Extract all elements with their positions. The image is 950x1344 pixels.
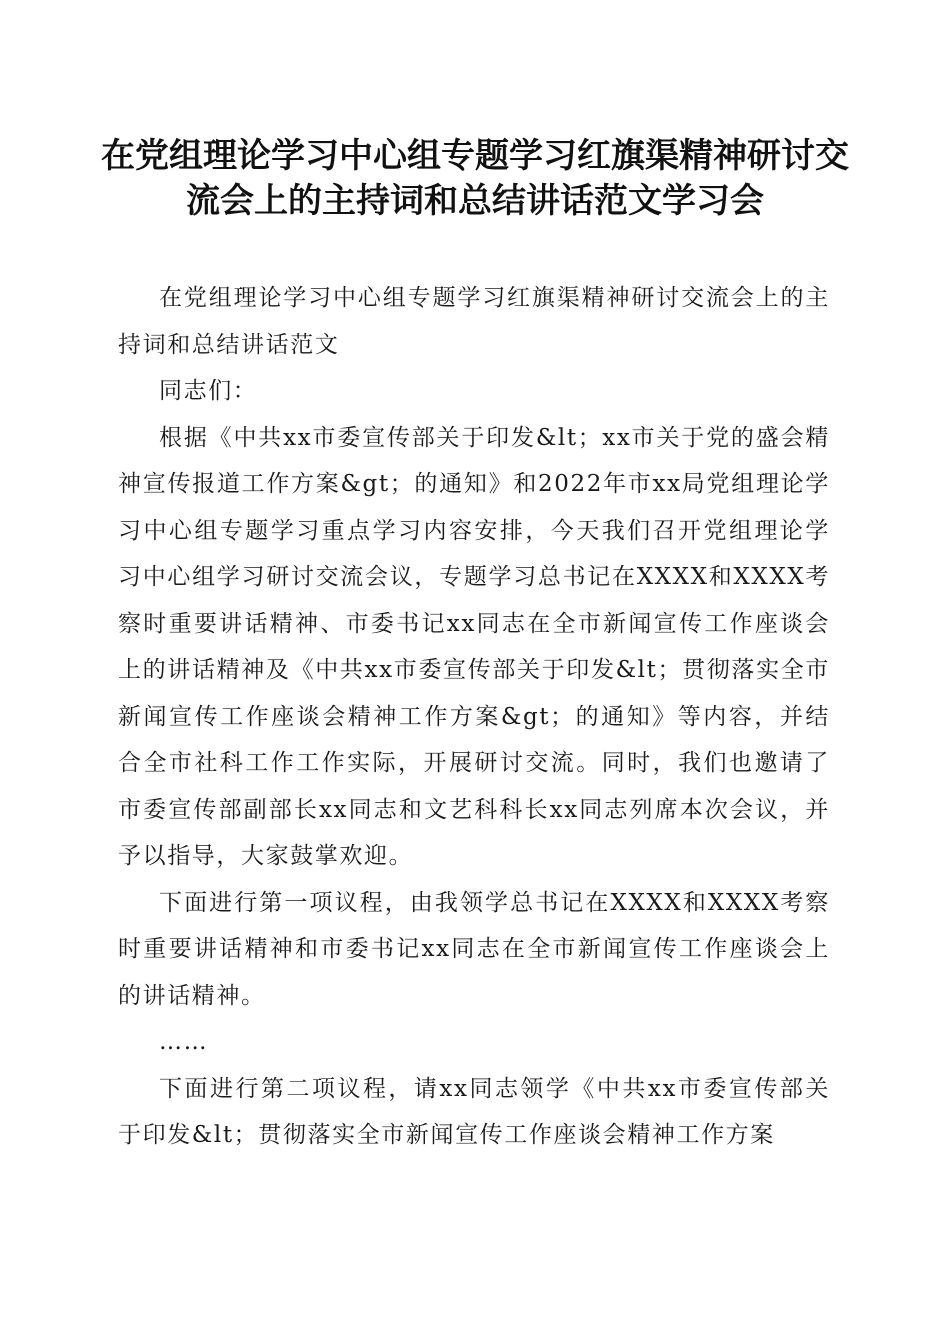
document-title: 在党组理论学习中心组专题学习红旗渠精神研讨交流会上的主持词和总结讲话范文学习会	[101, 136, 849, 221]
paragraph-salutation: 同志们：	[159, 378, 258, 404]
paragraph-opening: 根据《中共xx市委宣传部关于印发&lt；xx市关于党的盛会精神宣传报道工作方案&gt；的通知》和2022年市xx局党组理论学习中心组专题学习重点学习内容安排，今天我们召开党组理论学习中心组学习研讨交流会议，专题学习总书记在XXXX和XXXX考察时重要讲话精神、市委书记xx同志在全市新闻宣传工作座谈会上的讲话精神及《中共xx市委宣传部关于印发&lt；贯彻落实全市新闻宣传工作座谈会精神工作方案&gt；的通知》等内容，并结合全市社科工作工作实际，开展研讨交流。同时，我们也邀请了市委宣传部副部长xx同志和文艺科科长xx同志列席本次会议，并予以指导，大家鼓掌欢迎。	[118, 424, 830, 869]
document-body	[118, 275, 830, 1159]
paragraph-ellipsis: ……	[159, 1029, 209, 1055]
paragraph-subtitle: 在党组理论学习中心组专题学习红旗渠精神研讨交流会上的主持词和总结讲话范文	[118, 285, 830, 358]
paragraph-agenda-two: 下面进行第二项议程，请xx同志领学《中共xx市委宣传部关于印发&lt；贯彻落实全市新闻宣传工作座谈会精神工作方案	[118, 1075, 830, 1148]
paragraph-agenda-one: 下面进行第一项议程，由我领学总书记在XXXX和XXXX考察时重要讲话精神和市委书记xx同志在全市新闻宣传工作座谈会上的讲话精神。	[118, 889, 830, 1009]
